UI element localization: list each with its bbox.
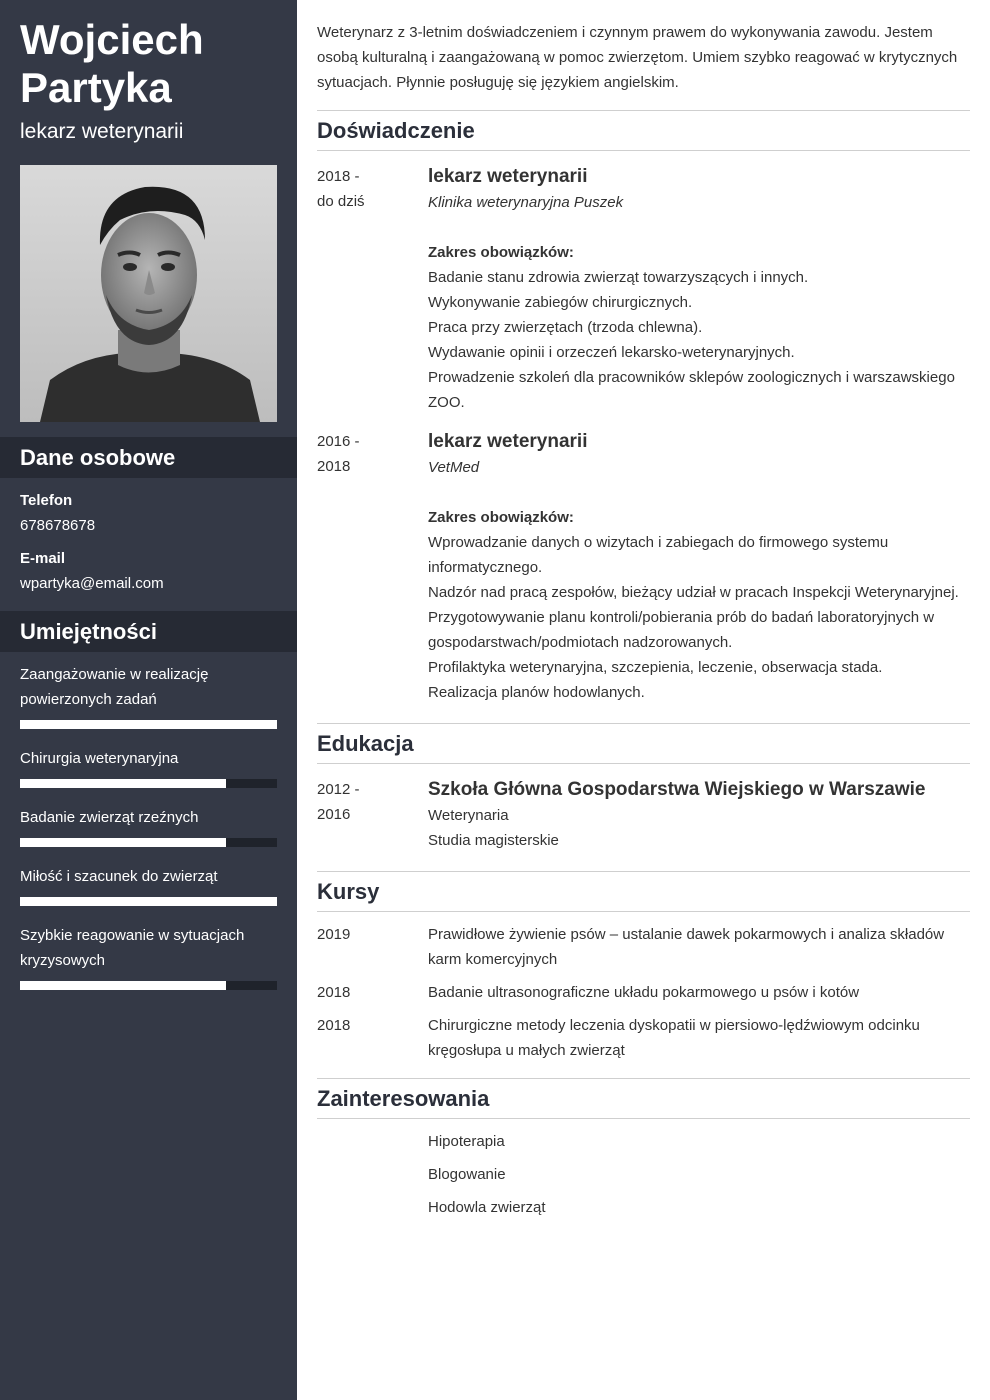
duty-item: Wprowadzanie danych o wizytach i zabiegach do firmowego systemu informatycznego. [428,534,889,576]
duty-item: Badanie stanu zdrowia zwierząt towarzyszących i innych. [428,269,809,286]
email-label: E-mail [20,550,66,567]
phone-label: Telefon [20,492,73,509]
field-of-study: Weterynaria [428,807,509,824]
duty-item: Nadzór nad pracą zespołów, bieżący udział w pracach Inspekcji Weterynaryjnej. [428,584,959,601]
skill-bar [20,981,277,990]
duty-item: Prowadzenie szkoleń dla pracowników sklepów zoologicznych i warszawskiego ZOO. [428,369,955,411]
date-from: 2012 - [317,781,360,798]
divider [317,723,970,724]
phone-value: 678678678 [20,517,96,534]
experience-heading: Doświadczenie [317,118,475,143]
skill-bar [20,897,277,906]
skill-name: Zaangażowanie w realizację powierzonych zadań [20,666,209,708]
degree: Studia magisterskie [428,832,559,849]
course-name: Chirurgiczne metody leczenia dyskopatii w piersiowo-lędźwiowym odcinku kręgosłupa u małych zwierząt [428,1017,920,1059]
skill-bar-fill [20,838,226,847]
education-heading: Edukacja [317,731,414,756]
date-from: 2018 - [317,168,360,185]
portrait-image [20,165,277,422]
interest-item: Hipoterapia [428,1133,505,1150]
divider [317,110,970,111]
skill-bar [20,779,277,788]
company-name: Klinika weterynaryjna Puszek [428,194,624,211]
school-name: Szkoła Główna Gospodarstwa Wiejskiego w Warszawie [428,779,926,800]
position-title: lekarz weterynarii [428,431,588,452]
profile-summary: Weterynarz z 3-letnim doświadczeniem i czynnym prawem do wykonywania zawodu. Jestem osobą kulturalną i zaangażowaną w pomoc zwierzętom. Umiem szybko reagować w krytycznych sytuacjach. Płynnie posługuję się językiem angielskim. [317,24,958,91]
skill-bar-fill [20,779,226,788]
education-date [317,777,417,827]
interest-item: Hodowla zwierząt [428,1199,546,1216]
divider [317,1078,970,1079]
divider [317,763,970,764]
skill-name: Chirurgia weterynaryjna [20,750,179,767]
skill-name: Szybkie reagowanie w sytuacjach kryzysowych [20,927,245,969]
skill-name: Miłość i szacunek do zwierząt [20,868,218,885]
duty-item: Wydawanie opinii i orzeczeń lekarsko-weterynaryjnych. [428,344,795,361]
experience-entry [428,428,968,705]
skill-bar-fill [20,981,226,990]
course-name: Prawidłowe żywienie psów – ustalanie dawek pokarmowych i analiza składów karm komercyjnych [428,926,945,968]
personal-data-heading: Dane osobowe [0,437,297,478]
duty-item: Praca przy zwierzętach (trzoda chlewna). [428,319,703,336]
duty-item: Przygotowywanie planu kontroli/pobierania prób do badań laboratoryjnych w gospodarstwach/podmiotach nadzorowanych. [428,609,935,651]
course-name: Badanie ultrasonograficzne układu pokarmowego u psów i kotów [428,984,860,1001]
date-to: 2016 [317,806,351,823]
education-entry [428,776,968,853]
divider [317,150,970,151]
date-to: do dziś [317,193,365,210]
email-value: wpartyka@email.com [20,575,164,592]
interests-heading: Zainteresowania [317,1086,490,1111]
divider [317,911,970,912]
course-year: 2019 [317,926,351,943]
interest-item: Blogowanie [428,1166,506,1183]
course-year: 2018 [317,984,351,1001]
experience-date [317,164,417,214]
skills-heading: Umiejętności [0,611,297,652]
duty-item: Realizacja planów hodowlanych. [428,684,645,701]
skill-bar-fill [20,897,277,906]
candidate-name: Wojciech Partyka [20,16,204,111]
date-from: 2016 - [317,433,360,450]
duty-item: Profilaktyka weterynaryjna, szczepienia, leczenie, obserwacja stada. [428,659,883,676]
duty-item: Wykonywanie zabiegów chirurgicznych. [428,294,693,311]
company-name: VetMed [428,459,480,476]
divider [317,871,970,872]
position-title: lekarz weterynarii [428,166,588,187]
courses-heading: Kursy [317,879,380,904]
skill-bar [20,720,277,729]
duties-label: Zakres obowiązków: [428,509,574,526]
divider [317,1118,970,1119]
sidebar [0,0,297,1400]
profile-photo [20,165,277,422]
experience-date [317,429,417,479]
experience-entry [428,163,968,415]
job-title: lekarz weterynarii [20,120,184,143]
course-year: 2018 [317,1017,351,1034]
skill-bar [20,838,277,847]
skill-bar-fill [20,720,277,729]
date-to: 2018 [317,458,351,475]
skill-name: Badanie zwierząt rzeźnych [20,809,199,826]
duties-label: Zakres obowiązków: [428,244,574,261]
